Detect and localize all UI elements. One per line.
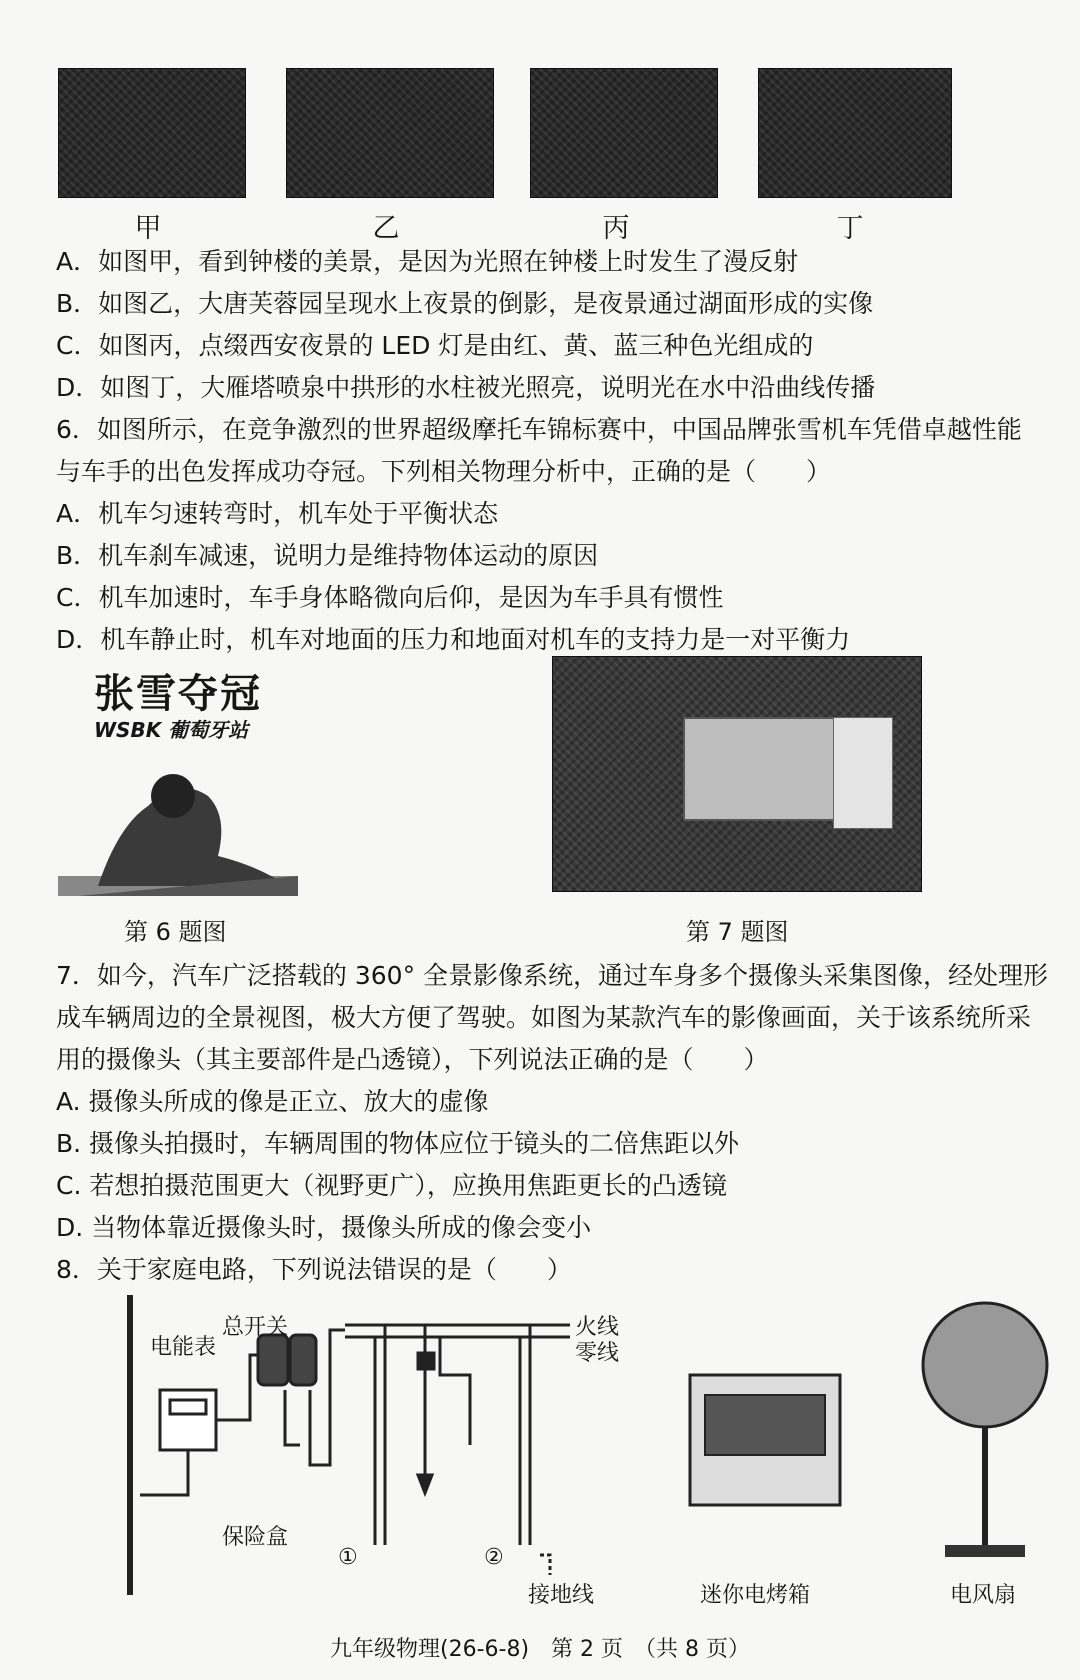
- q8-stem: 8．关于家庭电路，下列说法错误的是（ ）: [56, 1255, 572, 1284]
- q6-option-d: D．机车静止时，机车对地面的压力和地面对机车的支持力是一对平衡力: [56, 625, 851, 654]
- q6-stem-line2: 与车手的出色发挥成功夺冠。下列相关物理分析中，正确的是（ ）: [56, 457, 832, 486]
- photo-jia: [58, 68, 246, 198]
- photo-yi: [286, 68, 494, 198]
- q5-option-b: B．如图乙，大唐芙蓉园呈现水上夜景的倒影，是夜景通过湖面形成的实像: [56, 289, 874, 318]
- page-footer: 九年级物理(26-6-8) 第 2 页 （共 8 页）: [330, 1637, 750, 1662]
- caption-ding: 丁: [836, 213, 864, 244]
- label-fuse-box: 保险盒: [222, 1525, 289, 1550]
- caption-yi: 乙: [372, 213, 400, 244]
- fan-icon: [923, 1303, 1047, 1557]
- q7-stem-line1: 7．如今，汽车广泛搭载的 360° 全景影像系统，通过车身多个摄像头采集图像，经处理形: [56, 961, 1049, 990]
- q6-option-a: A．机车匀速转弯时，机车处于平衡状态: [56, 499, 499, 528]
- caption-jia: 甲: [134, 213, 162, 244]
- q6-stem-line1: 6．如图所示，在竞争激烈的世界超级摩托车锦标赛中，中国品牌张雪机车凭借卓越性能: [56, 415, 1022, 444]
- label-ground: 接地线: [528, 1583, 595, 1608]
- q5-option-a: A．如图甲，看到钟楼的美景，是因为光照在钟楼上时发生了漫反射: [56, 247, 799, 276]
- q6-option-c: C．机车加速时，车手身体略微向后仰，是因为车手具有惯性: [56, 583, 724, 612]
- q7-option-d: D. 当物体靠近摄像头时，摄像头所成的像会变小: [56, 1213, 592, 1242]
- camera-side-panel: [833, 717, 893, 829]
- label-live-wire: 火线: [575, 1315, 620, 1340]
- label-oven: 迷你电烤箱: [700, 1583, 811, 1608]
- q7-option-a: A. 摄像头所成的像是正立、放大的虚像: [56, 1087, 489, 1116]
- q7-option-c: C. 若想拍摄范围更大（视野更广），应换用焦距更长的凸透镜: [56, 1171, 727, 1200]
- camera-screen: [683, 717, 837, 821]
- q7-camera-image: [552, 656, 922, 892]
- photo-ding: [758, 68, 952, 198]
- oven-icon: [690, 1375, 840, 1505]
- q5-option-c: C．如图丙，点缀西安夜景的 LED 灯是由红、黄、蓝三种色光组成的: [56, 331, 814, 360]
- q6-option-b: B．机车刹车减速，说明力是维持物体运动的原因: [56, 541, 599, 570]
- photo-bing: [530, 68, 718, 198]
- q7-stem-line2: 成车辆周边的全景视图，极大方便了驾驶。如图为某款汽车的影像画面，关于该系统所采: [56, 1003, 1032, 1032]
- label-circle-1: ①: [338, 1545, 358, 1570]
- poster-title: 张雪夺冠: [94, 671, 262, 717]
- label-circle-2: ②: [484, 1545, 504, 1570]
- q6-figure-caption: 第 6 题图: [124, 918, 227, 946]
- label-neutral-wire: 零线: [575, 1341, 620, 1366]
- q7-stem-line3: 用的摄像头（其主要部件是凸透镜），下列说法正确的是（ ）: [56, 1045, 769, 1074]
- rider-image: [58, 746, 298, 896]
- q5-option-d: D．如图丁，大雁塔喷泉中拱形的水柱被光照亮，说明光在水中沿曲线传播: [56, 373, 876, 402]
- poster-subtitle: WSBK 葡萄牙站: [94, 718, 249, 742]
- label-meter: 电能表: [150, 1335, 217, 1360]
- label-fan: 电风扇: [950, 1583, 1017, 1608]
- caption-bing: 丙: [602, 213, 630, 244]
- q7-figure-caption: 第 7 题图: [686, 918, 789, 946]
- label-main-switch: 总开关: [222, 1315, 289, 1340]
- q7-option-b: B. 摄像头拍摄时，车辆周围的物体应位于镜头的二倍焦距以外: [56, 1129, 740, 1158]
- q6-poster: [58, 662, 298, 892]
